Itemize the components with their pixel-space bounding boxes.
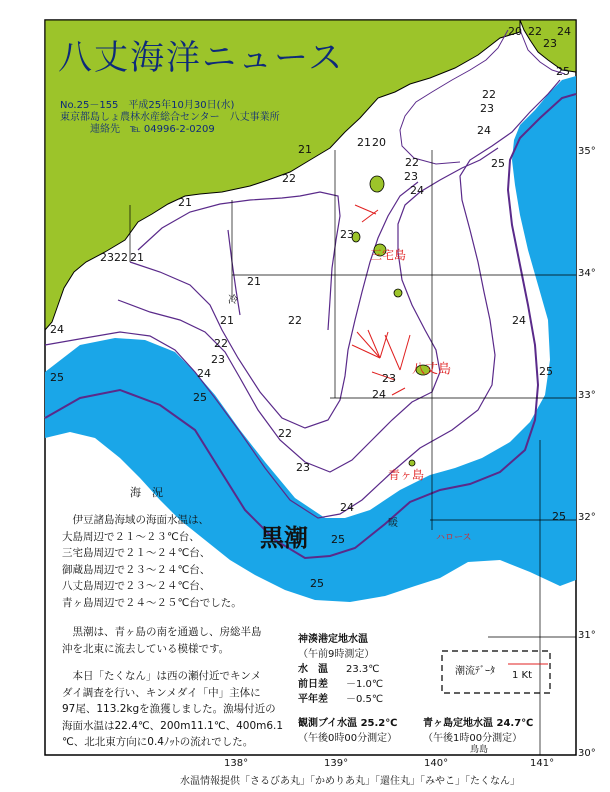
kaminato-row [298,677,383,692]
svg-text:22: 22 [288,314,302,327]
aogashima-time: （午後1時00分測定） [423,733,523,744]
svg-text:25: 25 [331,533,345,546]
current-legend-title: 潮流ﾃﾞｰﾀ [455,666,495,677]
aogashima-reading [423,716,533,746]
row-value: －0.5℃ [346,694,384,705]
kaminato-station [298,632,383,707]
svg-text:24: 24 [340,501,354,514]
lat-30: 30° [578,748,596,759]
svg-text:22: 22 [528,25,542,38]
svg-text:23: 23 [404,170,418,183]
row-label: 水 温 [298,664,328,675]
svg-text:25: 25 [310,577,324,590]
svg-text:20: 20 [508,25,522,38]
lat-33: 33° [578,390,596,401]
kaminato-time: （午前9時測定） [298,649,375,660]
para1-line: 伊豆諸島海域の海面水温は、 [62,514,209,526]
svg-text:23: 23 [382,372,396,385]
svg-text:21: 21 [357,136,371,149]
svg-text:25: 25 [552,510,566,523]
lat-35: 35° [578,146,596,157]
lon-141: 141° [530,758,555,769]
svg-text:22: 22 [482,88,496,101]
oshima-island [370,176,384,192]
situation-paragraph-3 [62,668,282,751]
svg-text:22: 22 [214,337,228,350]
svg-text:24: 24 [512,314,526,327]
page-title: 八丈海洋ニュース [58,38,345,78]
situation-paragraph-1 [62,512,282,611]
aogashima-title: 青ヶ島定地水温 24.7℃ [423,718,534,729]
kuroshio-label: 黒潮 [260,523,308,552]
contact-line: 連絡先 ℡ 04996-2-0209 [90,124,215,135]
para2-line: 黒潮は、青ヶ島の南を通過し、房総半島 [62,626,262,638]
svg-text:23: 23 [340,228,354,241]
para1-line: 大島周辺で２１～２３℃台、 [62,530,200,543]
para3-line: 97尾、113.2kgを漁獲しました。漁場付近の [62,703,276,715]
para3-line: ダイ調査を行い、キンメダイ「中」主体に [62,686,261,699]
haroes-label: ハロース [436,533,472,543]
svg-text:21: 21 [298,143,312,156]
svg-text:23: 23 [543,37,557,50]
svg-text:24: 24 [557,25,571,38]
svg-text:25: 25 [193,391,207,404]
para3-line: ℃、北北東方向に0.4ﾉｯﾄの流れでした。 [62,736,254,748]
torishima-label: 鳥島 [470,745,489,755]
svg-text:21: 21 [220,314,234,327]
svg-text:24: 24 [410,184,424,197]
buoy-reading [298,716,397,746]
cold-label: 冷 [228,295,238,306]
svg-text:22: 22 [278,427,292,440]
row-value: －1.0℃ [346,679,384,690]
aogashima-label: 青ヶ島 [388,468,425,482]
svg-text:21: 21 [178,196,192,209]
mikura-island [394,289,402,297]
buoy-title: 観測ブイ水温 25.2℃ [298,718,398,729]
svg-text:24: 24 [197,367,211,380]
lat-32: 32° [578,512,596,523]
para2-line: 沖を北東に流去している模様です。 [62,642,230,655]
data-sources-footer: 水温情報提供「さるびあ丸」「かめりあ丸」「還住丸」「みやこ」「たくなん」 [180,776,520,787]
svg-text:25: 25 [50,371,64,384]
row-label: 平年差 [298,694,328,705]
warm-label: 暖 [388,518,398,529]
svg-text:24: 24 [50,323,64,336]
svg-text:22: 22 [114,251,128,264]
lon-140: 140° [424,758,449,769]
lat-34: 34° [578,268,596,279]
svg-text:25: 25 [491,157,505,170]
para1-line: 八丈島周辺で２３～２４℃台、 [62,580,211,592]
lon-138: 138° [224,758,249,769]
svg-text:22: 22 [282,172,296,185]
svg-text:23: 23 [211,353,225,366]
svg-text:23: 23 [296,461,310,474]
para1-line: 青ヶ島周辺で２４～２５℃台でした。 [62,596,242,609]
svg-text:21: 21 [247,275,261,288]
para1-line: 三宅島周辺で２１～２４℃台、 [62,547,211,559]
situation-heading: 海 況 [130,486,163,499]
svg-text:23: 23 [480,102,494,115]
lon-139: 139° [324,758,349,769]
svg-text:23: 23 [100,251,114,264]
miyake-label: 三宅島 [370,248,407,262]
para3-line: 海面水温は22.4℃、200m11.1℃、400m6.1 [62,719,284,732]
current-legend-unit: 1 Kt [512,670,533,681]
svg-text:22: 22 [405,156,419,169]
hachijo-label: 八丈島 [412,362,452,377]
svg-text:25: 25 [556,65,570,78]
kaminato-row [298,662,383,677]
situation-paragraph-2 [62,624,282,657]
row-value: 23.3℃ [346,664,380,675]
buoy-time: （午後0時00分測定） [298,733,398,744]
svg-text:25: 25 [539,365,553,378]
issue-line: No.25－155 平成25年10月30日(水) [60,100,235,111]
org-line: 東京都島しょ農林水産総合センター 八丈事業所 [60,112,280,123]
kaminato-title: 神湊港定地水温 [298,634,368,645]
svg-text:24: 24 [372,388,386,401]
svg-text:24: 24 [477,124,491,137]
row-label: 前日差 [298,679,328,690]
svg-text:21: 21 [130,251,144,264]
svg-text:20: 20 [372,136,386,149]
kaminato-row [298,692,383,707]
lat-31: 31° [578,630,596,641]
para1-line: 御蔵島周辺で２３～２４℃台、 [62,563,211,576]
para3-line: 本日「たくなん」は西の瀬付近でキンメ [62,670,262,682]
